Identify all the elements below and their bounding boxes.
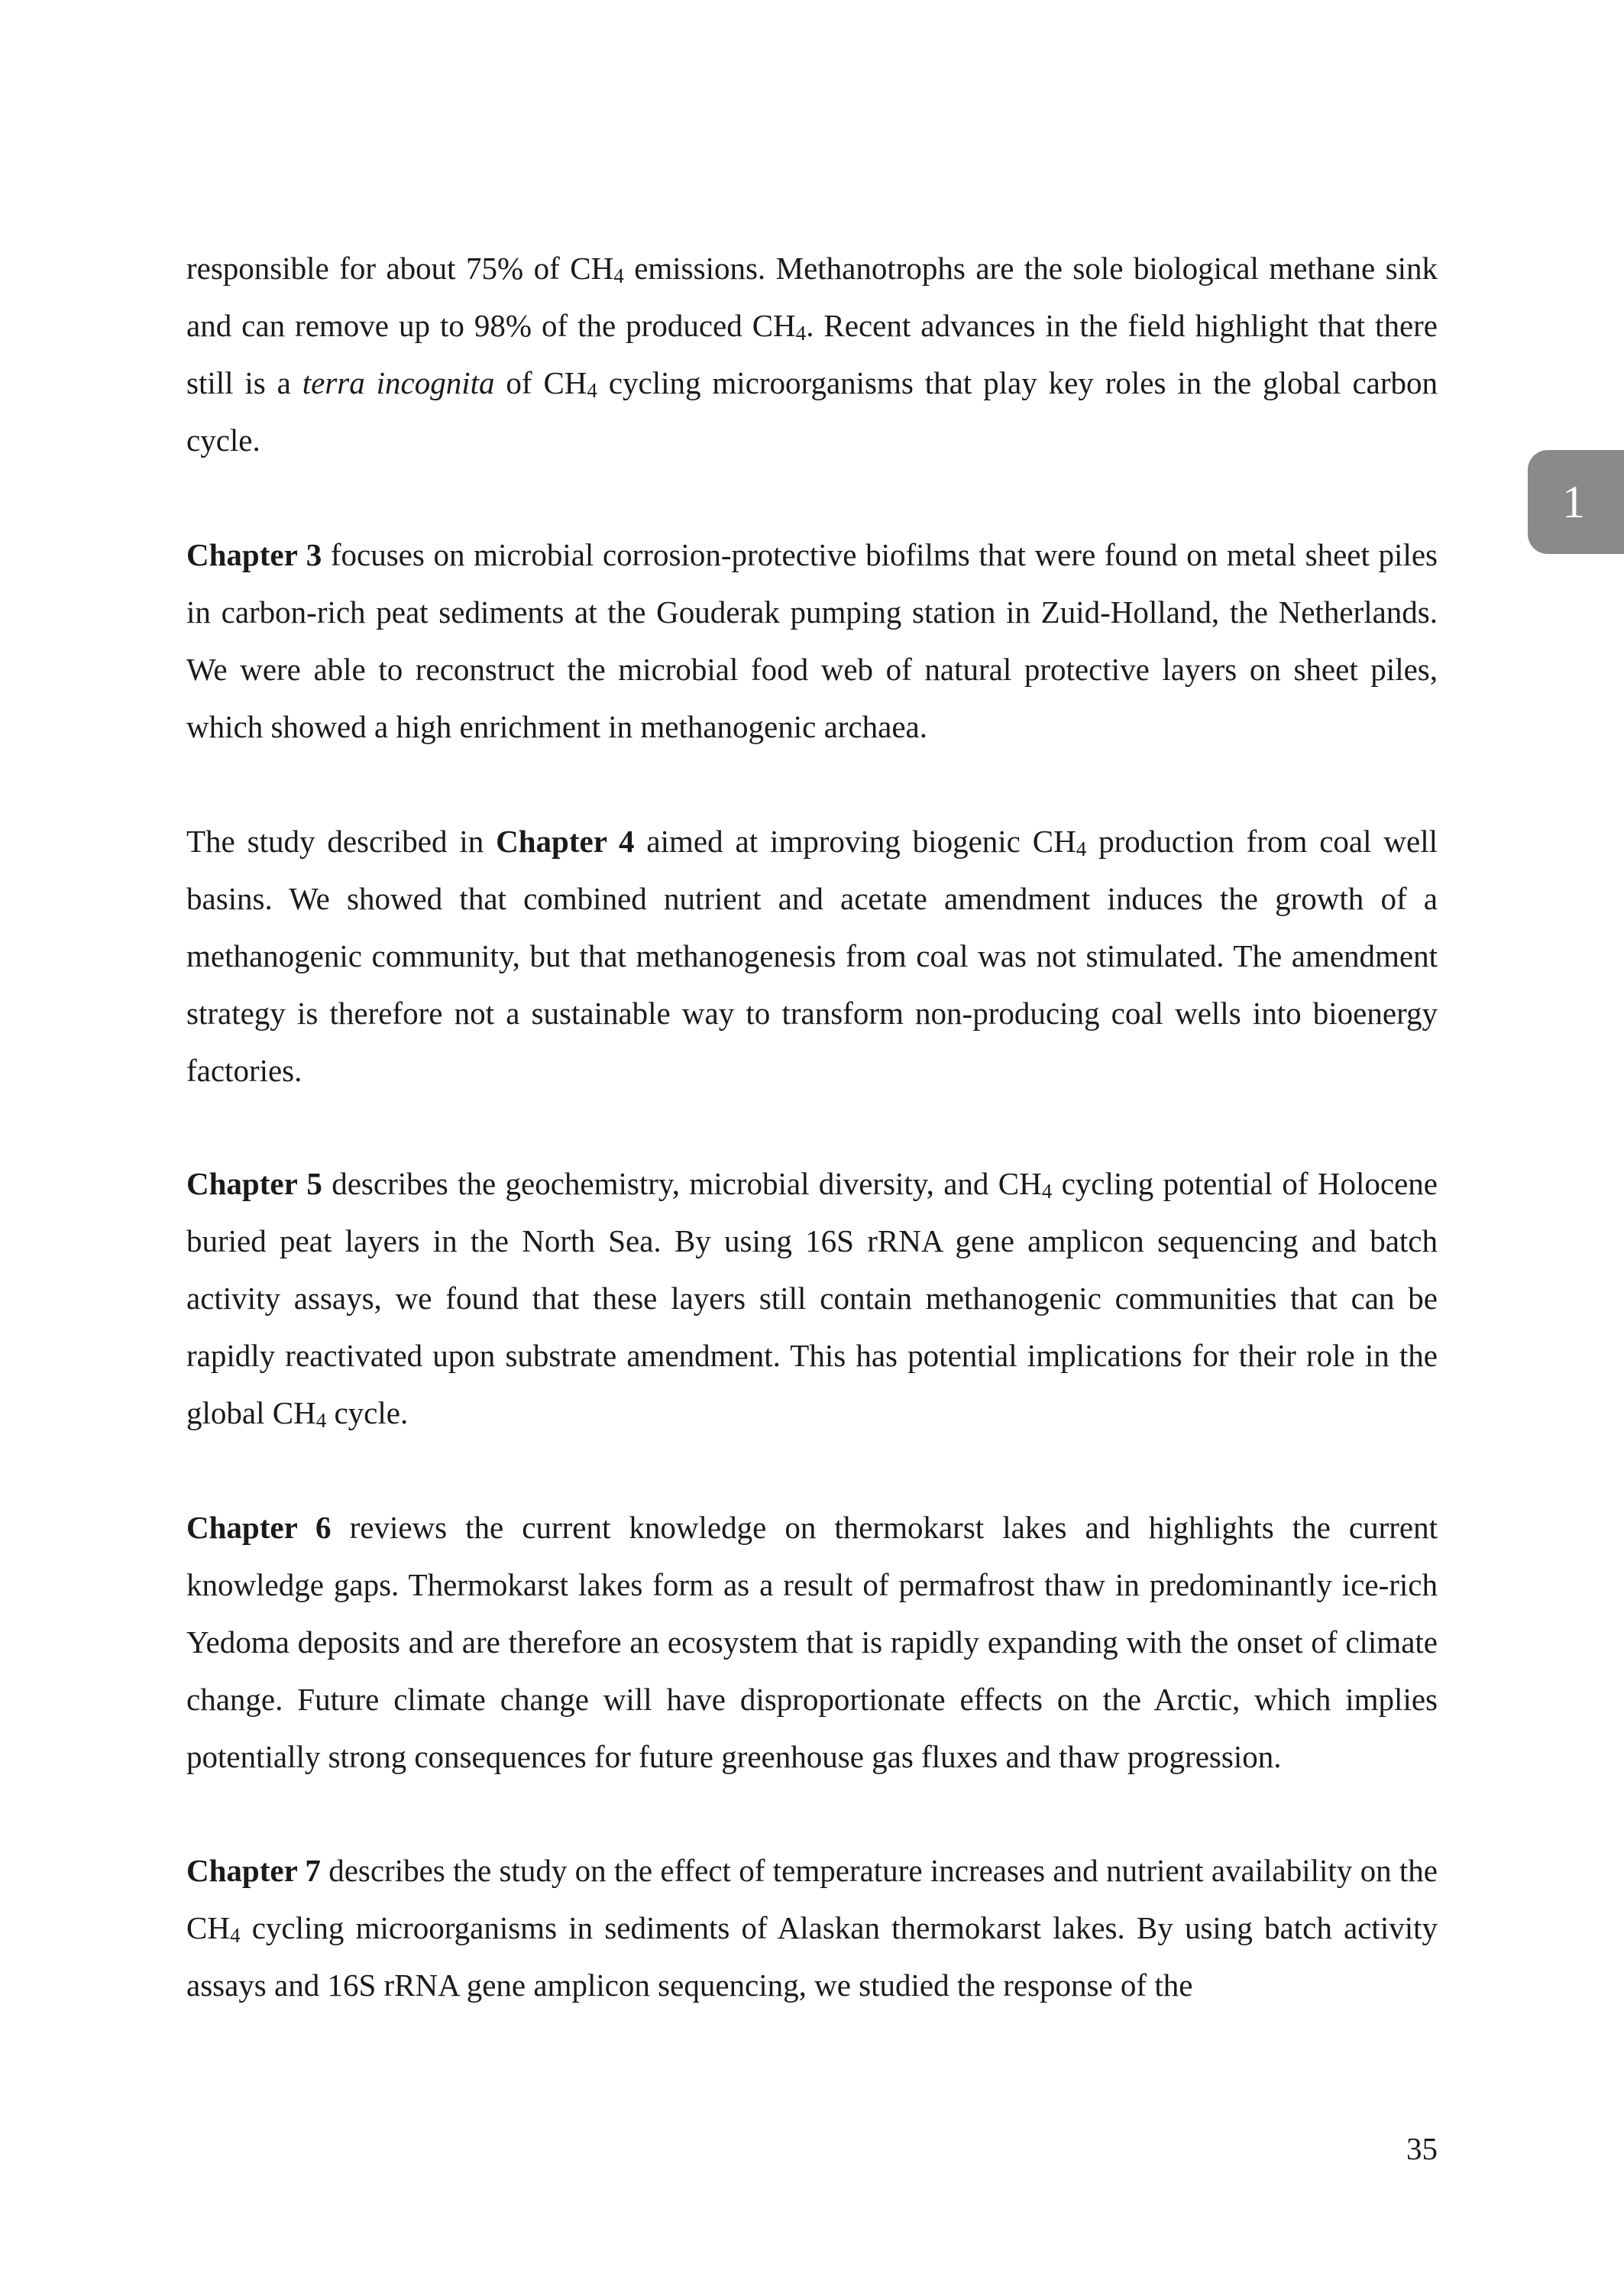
page-number: 35 <box>1406 2131 1438 2166</box>
subscript: 4 <box>587 378 597 402</box>
paragraph-chapter-4: The study described in Chapter 4 aimed at improving biogenic CH4 production from coal well basins. We showed that combined nutrient and acetate amendment induces the growth of a methanogenic community, but that methanogenesis from coal was not stimulated. The amendment strategy is therefore not a sustainable way to transform non-producing coal wells into bioenergy factories. <box>186 824 1438 1088</box>
subscript: 4 <box>613 264 624 287</box>
chapter-tab: 1 <box>1528 450 1624 554</box>
subscript: 4 <box>795 321 807 345</box>
subscript: 4 <box>315 1408 327 1432</box>
subscript: 4 <box>1041 1179 1053 1203</box>
subscript: 4 <box>229 1923 241 1947</box>
chapter-6-heading: Chapter 6 <box>186 1510 332 1545</box>
paragraph-chapter-7: Chapter 7 describes the study on the effect of temperature increases and nutrient availability on the CH4 cycling microorganisms in sediments of Alaskan thermokarst lakes. By using batch activity assays and 16S rRNA gene amplicon sequencing, we studied the response of the <box>186 1853 1438 2003</box>
paragraph-methane-cycle-intro: responsible for about 75% of CH4 emissions. Methanotrophs are the sole biological methane sink and can remove up to 98% of the produced CH4. Recent advances in the field highlight that there still is a terra incognita of CH4 cycling microorganisms that play key roles in the global carbon cycle. <box>186 251 1438 458</box>
chapter-7-heading: Chapter 7 <box>186 1853 321 1888</box>
chapter-4-heading: Chapter 4 <box>496 824 635 859</box>
paragraph-chapter-3: Chapter 3 focuses on microbial corrosion-protective biofilms that were found on metal sheet piles in carbon-rich peat sediments at the Gouderak pumping station in Zuid-Holland, the Netherlands. We were able to reconstruct the microbial food web of natural protective layers on sheet piles, which showed a high enrichment in methanogenic archaea. <box>186 537 1438 744</box>
subscript: 4 <box>1076 837 1087 860</box>
paragraph-chapter-5: Chapter 5 describes the geochemistry, microbial diversity, and CH4 cycling potential of Holocene buried peat layers in the North Sea. By using 16S rRNA gene amplicon sequencing and batch activity assays, we found that these layers still contain methanogenic communities that can be rapidly reactivated upon substrate amendment. This has potential implications for their role in the global CH4 cycle. <box>186 1166 1438 1432</box>
chapter-5-heading: Chapter 5 <box>186 1166 322 1201</box>
paragraph-chapter-6: Chapter 6 reviews the current knowledge on thermokarst lakes and highlights the current knowledge gaps. Thermokarst lakes form as a result of permafrost thaw in predominantly ice-rich Yedoma deposits and are therefore an ecosystem that is rapidly expanding with the onset of climate change. Future climate change will have disproportionate effects on the Arctic, which implies potentially strong consequences for future greenhouse gas fluxes and thaw progression. <box>186 1510 1438 1774</box>
italic-term: terra incognita <box>302 365 495 400</box>
chapter-3-heading: Chapter 3 <box>186 537 322 572</box>
